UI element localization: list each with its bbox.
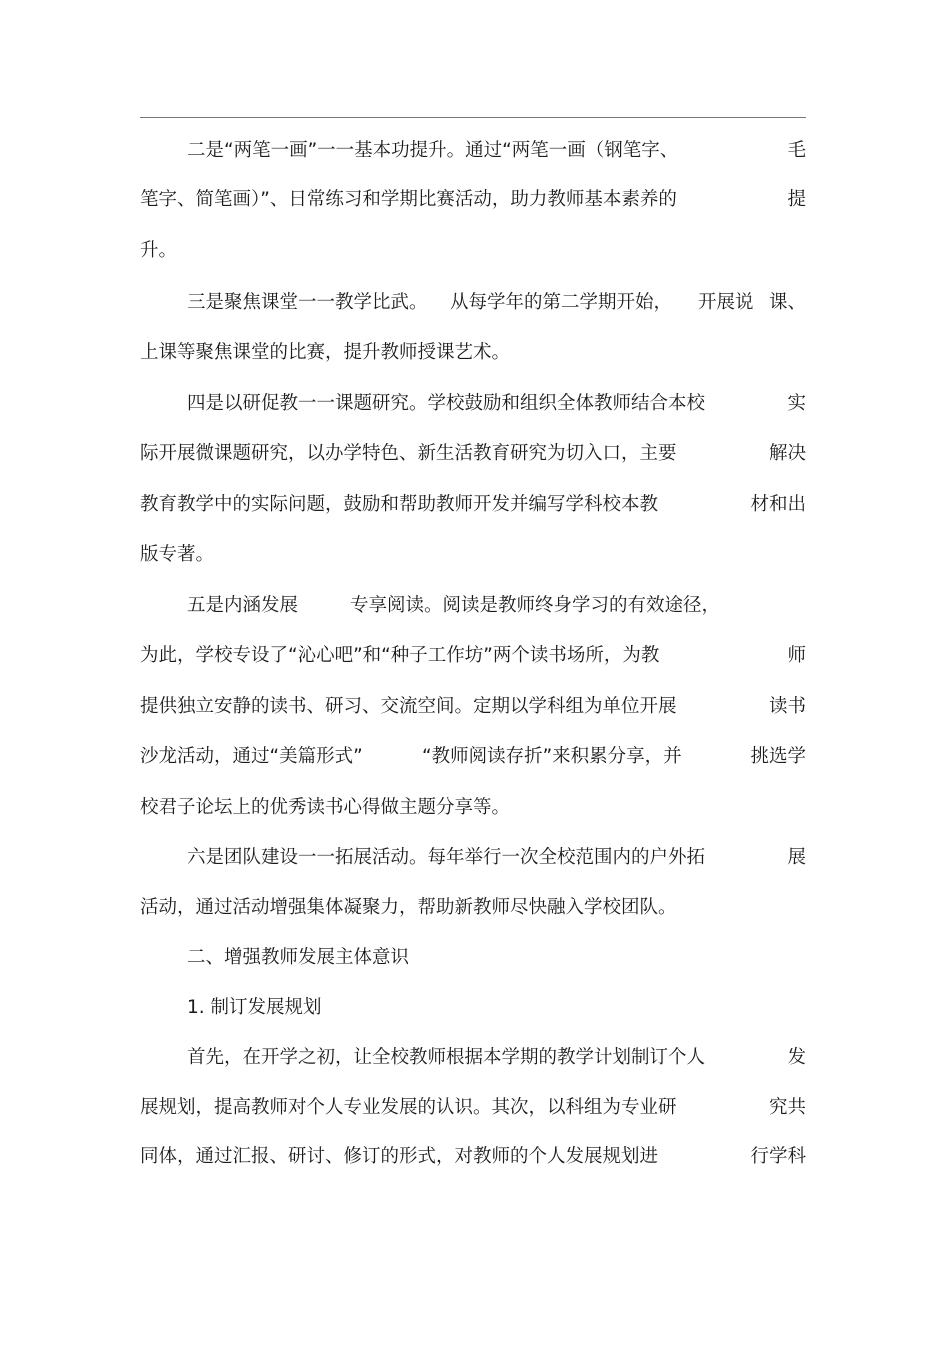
text-run: 版专著。 — [140, 544, 215, 565]
text-run: 发 — [787, 1047, 806, 1068]
text-line — [140, 1142, 806, 1172]
text-run: 从每学年的第二学期开始， — [450, 292, 673, 313]
text-run: 读书 — [768, 696, 806, 717]
text-line — [140, 389, 806, 419]
text-run: 首先，在开学之初，让全校教师根据本学期的教学计划制订个人 — [187, 1047, 706, 1068]
text-run: 材和出 — [750, 494, 806, 515]
text-line — [140, 641, 806, 671]
text-run: 展规划，提高教师对个人专业发展的认识。其次，以科组为专业研 — [140, 1097, 677, 1118]
text-run: 际开展微课题研究，以办学特色、新生活教育研究为切入口，主要 — [140, 443, 677, 464]
text-line — [140, 843, 806, 873]
text-line — [140, 692, 806, 722]
text-run: 师 — [787, 645, 806, 666]
text-run: 五是内涵发展 — [187, 595, 299, 616]
text-run: 二是“两笔一画”一一基本功提升。通过“两笔一画（钢笔字、 — [187, 140, 679, 161]
subsection-heading — [140, 993, 806, 1023]
text-run: 二、增强教师发展主体意识 — [187, 947, 410, 968]
text-line — [140, 439, 806, 469]
text-line — [140, 1043, 806, 1073]
text-run: 毛 — [787, 140, 806, 161]
section-heading — [140, 943, 806, 973]
text-line — [140, 1093, 806, 1123]
text-run: 专享阅读。阅读是教师终身学习的有效途径， — [350, 595, 721, 616]
text-run: 展 — [787, 847, 806, 868]
text-run: 课、 — [768, 292, 806, 313]
header-rule — [140, 117, 806, 118]
text-line — [140, 540, 806, 570]
text-run: 1. 制订发展规划 — [187, 997, 322, 1018]
text-run: 究共 — [768, 1097, 806, 1118]
text-line — [140, 893, 806, 923]
text-run: 校君子论坛上的优秀读书心得做主题分享等。 — [140, 797, 511, 818]
text-run: 行学科 — [750, 1146, 806, 1167]
text-run: 解决 — [768, 443, 806, 464]
text-run: 六是团队建设一一拓展活动。每年举行一次全校范围内的户外拓 — [187, 847, 706, 868]
text-run: 开展说 — [698, 292, 754, 313]
text-line — [140, 793, 806, 823]
text-line — [140, 288, 806, 318]
text-run: 上课等聚焦课堂的比赛，提升教师授课艺术。 — [140, 342, 511, 363]
text-line — [140, 490, 806, 520]
text-run: 同体，通过汇报、研讨、修订的形式，对教师的个人发展规划进 — [140, 1146, 659, 1167]
text-run: 沙龙活动，通过“美篇形式” — [140, 746, 363, 767]
text-line — [140, 185, 806, 215]
text-run: 提供独立安静的读书、研习、交流空间。定期以学科组为单位开展 — [140, 696, 677, 717]
text-line — [140, 236, 806, 266]
text-line — [140, 136, 806, 166]
text-line — [140, 591, 806, 621]
text-run: “教师阅读存折”来积累分享，并 — [422, 746, 682, 767]
text-run: 升。 — [140, 240, 178, 261]
text-line — [140, 742, 806, 772]
text-run: 四是以研促教一一课题研究。学校鼓励和组织全体教师结合本校 — [187, 393, 706, 414]
text-run: 挑选学 — [750, 746, 806, 767]
text-run: 三是聚焦课堂一一教学比武。 — [187, 292, 428, 313]
text-run: 实 — [787, 393, 806, 414]
text-run: 教育教学中的实际问题，鼓励和帮助教师开发并编写学科校本教 — [140, 494, 659, 515]
text-run: 活动，通过活动增强集体凝聚力，帮助新教师尽快融入学校团队。 — [140, 897, 677, 918]
text-run: 为此，学校专设了“沁心吧”和“种子工作坊”两个读书场所，为教 — [140, 645, 660, 666]
text-run: 笔字、简笔画）”、日常练习和学期比赛活动，助力教师基本素养的 — [140, 189, 677, 210]
text-line — [140, 338, 806, 368]
text-run: 提 — [787, 189, 806, 210]
